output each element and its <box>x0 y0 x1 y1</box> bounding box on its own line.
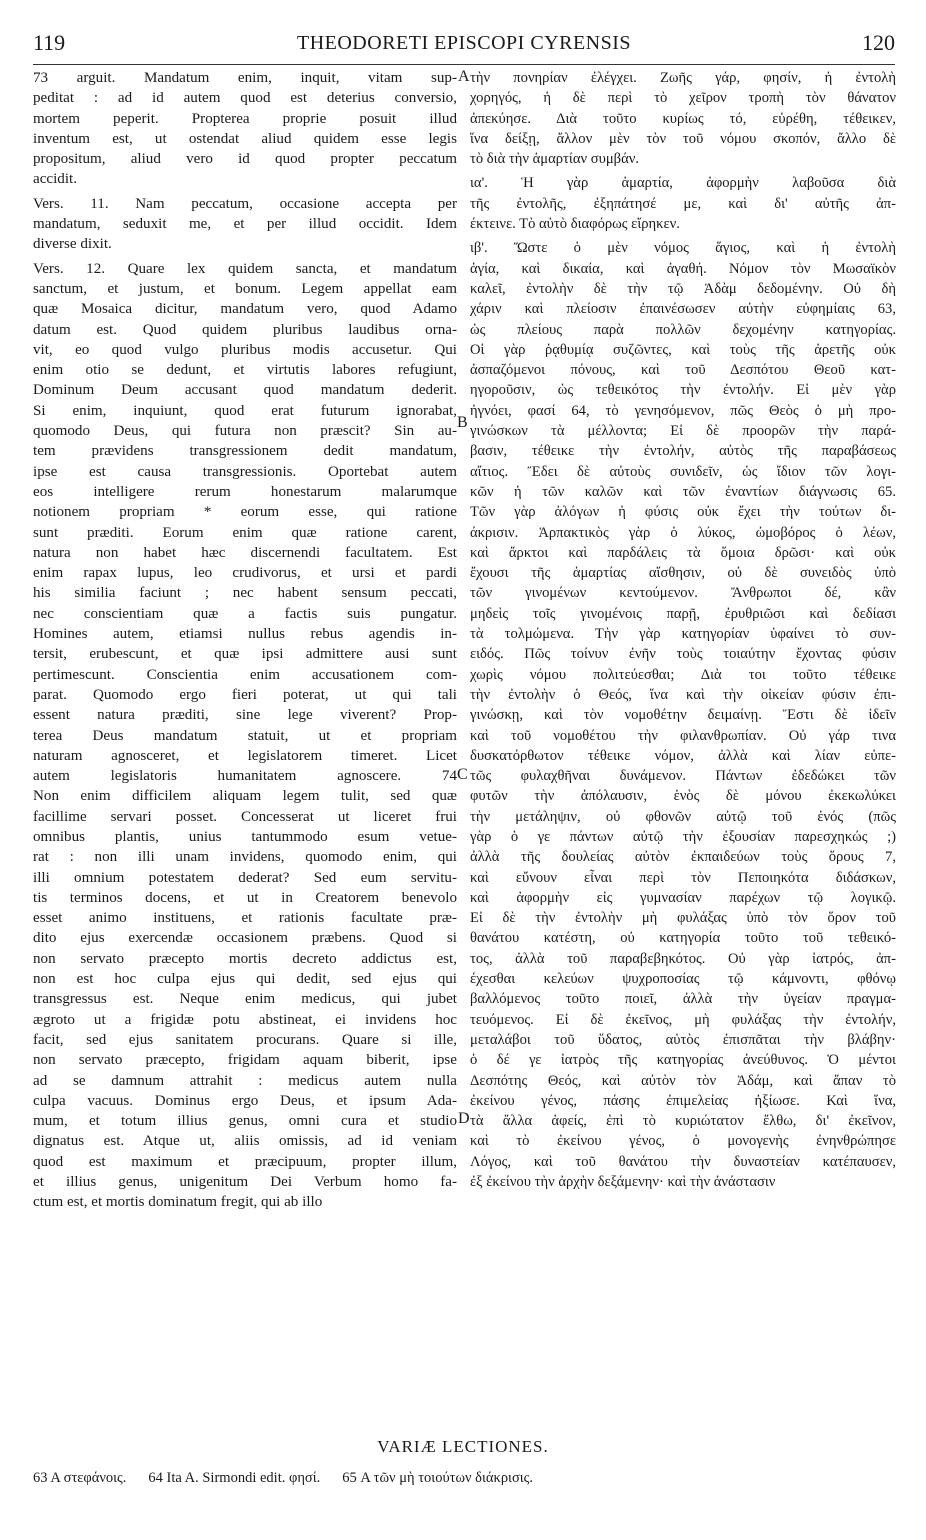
greek-line: ἵνα δείξῃ, ἄλλον μὲν τὸν τοῦ νόμου σκοπόν, ἄλλο δὲ <box>470 130 896 147</box>
latin-line: vit, eo quod vulgo pluribus modis accusetur. Qui <box>33 341 457 358</box>
greek-line: ἀλλὰ τῆς δουλείας αὐτὸν ἐκπαιδεύων τοὺς ὅρους 7, <box>470 849 896 866</box>
latin-line: terea Deus mandatum statuit, ut et propriam <box>33 727 457 744</box>
latin-line: illi omnium potestatem dederat? Sed eum servitu- <box>33 869 457 886</box>
latin-line: Dominum Deum accusant quod mandatum dederit. <box>33 382 457 399</box>
latin-line: ipse est causa transgressionis. Oportebat autem <box>33 463 457 480</box>
greek-line: τὴν μετάληψιν, οὐ φθονῶν αὐτῷ τοῦ ἑνός (πῶς <box>470 808 896 825</box>
latin-line: culpa vacuus. Dominus ergo Deus, et ipsum Ada- <box>33 1092 457 1109</box>
section-marker-b: B <box>457 414 468 431</box>
latin-line: notionem propriam * eorum esse, qui ratione <box>33 504 457 521</box>
latin-line: mortem peperit. Propterea proprie posuit illud <box>33 110 457 127</box>
latin-line: eos intelligere rerum honestarum malarumque <box>33 483 457 500</box>
footnotes <box>33 1470 893 1487</box>
greek-line: ἐξ ἐκείνου τὴν ἀρχὴν δεξάμενην· καὶ τὴν ἀνάστασιν <box>470 1174 776 1191</box>
section-marker-d: D <box>458 1110 470 1127</box>
greek-line: τὴν ἐντολὴν ὁ Θεός, ἵνα καὶ τὴν οἰκείαν φύσιν ἐπι- <box>470 686 896 703</box>
latin-line: sanctum, et justum, et bonum. Legem appellat eam <box>33 280 457 297</box>
page-number-right: 120 <box>862 30 895 55</box>
greek-line: αἴτιος. Ἔδει δὲ αὐτοὺς συνιδεῖν, ὡς ἴδιον τῶν λογι- <box>470 463 896 480</box>
greek-line: φυτῶν τὴν ἀπόλαυσιν, ἑνὸς δὲ μόνου ἐκεκωλύκει <box>470 788 896 805</box>
latin-line: transgressus est. Neque enim medicus, qui jubet <box>33 991 457 1008</box>
greek-line: τὴν πονηρίαν ἐλέγχει. Ζωῆς γάρ, φησίν, ἡ ἐντολὴ <box>470 70 896 86</box>
greek-line: ἠγνόει, φασί 64, τὸ γενησόμενον, πῶς Θεὸς ὁ μὴ προ- <box>470 402 896 419</box>
latin-line: quod est maximum et præcipuum, propter illum, <box>33 1153 457 1170</box>
latin-line: diverse dixit. <box>33 236 112 253</box>
latin-line: quomodo Deus, qui futura non præscit? Sin au- <box>33 423 457 440</box>
greek-line: ια'. Ἡ γὰρ ἁμαρτία, ἀφορμὴν λαβοῦσα διὰ <box>470 175 896 192</box>
latin-line: accidit. <box>33 171 77 188</box>
latin-line: Vers. 12. Quare lex quidem sancta, et mandatum <box>33 260 457 277</box>
latin-line: his similia faciunt ; nec habent sensum peccati, <box>33 585 457 602</box>
latin-line: ad se damnum attrahit : medicus autem nulla <box>33 1072 457 1089</box>
greek-line: Δεσπότης Θεός, καὶ αὐτὸν τὸν Ἀδάμ, καὶ ἅπαν τὸ <box>470 1072 896 1089</box>
greek-line: τος, ἀλλὰ τοῦ παραβεβηκότος. Οὐ γὰρ ἰατρός, ἀπ- <box>470 950 896 967</box>
greek-line: μηδεὶς τοῖς γινομένοις παρῇ, ἐρυθριῶσι καὶ δεδίασι <box>470 605 896 622</box>
greek-line: τῶς φυλαχθῆναι δυνάμενον. Πάντων ἐδεδώκει τῶν <box>470 768 896 785</box>
latin-line: facillime servari posset. Concesserat ut liceret frui <box>33 808 457 825</box>
greek-line: καὶ εὔνουν εἶναι περὶ τὸν Πεποιηκότα διδάσκων, <box>470 869 896 886</box>
greek-line: Λόγος, καὶ τοῦ θανάτου τὴν δυναστείαν κατέπαυσεν, <box>470 1153 896 1170</box>
greek-line: ἐκείνου γένος, πάσης ἐπιμελείας ἠξίωσε. Καὶ ἵνα, <box>470 1092 896 1109</box>
greek-line: έκτεινε. Τὸ αὐτὸ διαφόρως εἴρηκεν. <box>470 216 680 233</box>
greek-line: ἀσπαζόμενοι πόνους, καὶ τοῦ Δεσπότου Θεοῦ κατ- <box>470 362 896 379</box>
latin-line: pertimescunt. Conscientia enim accusationem com- <box>33 666 457 683</box>
greek-line: τὸ διὰ τὴν ἁμαρτίαν συμβάν. <box>470 151 639 168</box>
greek-line: ειδός. Πῶς τοίνυν ἐνῆν τοὺς τοιαύτην ἔχοντας φύσιν <box>470 646 896 663</box>
greek-line: ὡς πλείους παρὰ πολλῶν δεχομένην κατηγορίας. <box>470 321 896 338</box>
section-marker-a: A <box>458 68 470 85</box>
footnote: 65 A τῶν μὴ τοιούτων διάκρισις. <box>342 1470 534 1486</box>
latin-line: quæ Mosaica dicitur, mandatum vero, quod Adamo <box>33 301 457 318</box>
latin-line: dignatus est. Atque ut, aliis omissis, ad id veniam <box>33 1133 457 1150</box>
greek-line: Εἰ δὲ τὴν ἐντολὴν μὴ φυλάξας ὑπὸ τὸν ὅρον τοῦ <box>470 910 896 927</box>
greek-line: τὰ ἄλλα ἀφείς, ἐπὶ τὸ κυριώτατον ἔλθω, δι' ἐκεῖνον, <box>470 1113 896 1130</box>
latin-line: enim rapax lupus, leo crudivorus, et ursi et pardi <box>33 565 457 582</box>
latin-line: ægroto ut a frigidæ potu abstineat, ei invidens hoc <box>33 1011 457 1028</box>
greek-line: τὰ τολμώμενα. Τὴν γὰρ κατηγορίαν ὑφαίνει τὸ συν- <box>470 626 896 643</box>
greek-line: ἀπεκύησε. Διὰ τοῦτο κυρίως τό, εὑρέθη, τέθεικεν, <box>470 110 896 127</box>
greek-line: έχεσθαι κελεύων ψυχροποσίας τῷ κάμνοντι, φθόνῳ <box>470 971 896 988</box>
greek-line: καὶ τοῦ νομοθέτου τὴν φιλανθρωπίαν. Οὐ γάρ τινα <box>470 727 896 744</box>
latin-line: et illius genus, unigenitum Dei Verbum homo fa- <box>33 1174 457 1191</box>
greek-line: Τῶν γὰρ ἀλόγων ἡ φύσις οὐκ ἔχει τὴν τούτων δι- <box>470 504 896 521</box>
latin-line: datum est. Quod quidem pluribus laudibus orna- <box>33 321 457 338</box>
latin-line: tem prævidens transgressionem dedit mandatum, <box>33 443 457 460</box>
latin-line: esset animo instituens, et rationis facultate præ- <box>33 910 457 927</box>
latin-line: dito ejus exercendæ occasionem præbens. Quod si <box>33 930 457 947</box>
latin-line: 73 arguit. Mandatum enim, inquit, vitam sup- <box>33 70 457 86</box>
greek-line: βασιν, τέθεικε τὴν ἐντολήν, αὐτὸς τῆς παραβάσεως <box>470 443 896 460</box>
greek-line: καὶ ἄρκτοι καὶ παρδάλεις τὰ ὅμοια δρῶσι· καὶ οὐκ <box>470 544 896 561</box>
footnote: 64 Ita A. Sirmondi edit. φησί. <box>148 1470 321 1486</box>
latin-line: sunt præditi. Eorum enim quæ ratione carent, <box>33 524 457 541</box>
variae-lectiones-heading: VARIÆ LECTIONES. <box>377 1437 549 1456</box>
greek-line: ηγοροῦσιν, ὡς τεθεικότος τὴν ἐντολήν. Εἰ μὲν γὰρ <box>470 382 896 399</box>
latin-line: mandatum, seduxit me, et per illud occidit. Idem <box>33 216 457 233</box>
latin-line: rat : non illi unam invidens, quomodo enim, qui <box>33 849 457 866</box>
latin-line: Vers. 11. Nam peccatum, occasione accepta per <box>33 195 457 212</box>
greek-line: χορηγός, ἡ δὲ περὶ τὸ χεῖρον τροπὴ τὸν θάνατον <box>470 90 896 107</box>
greek-line: γὰρ ὁ γε πάντων αὐτῷ τὴν ἐξουσίαν παρεσχηκώς ;) <box>470 828 896 845</box>
greek-line: χωρὶς νόμου πολιτεύεσθαι; Διὰ τοι τοῦτο τέθεικε <box>470 666 896 683</box>
greek-line: καὶ ἀφορμὴν εἰς γυμνασίαν παρέχων τῷ λογικῷ. <box>470 889 896 906</box>
latin-line: non servato præcepto, frigidam aquam biberit, ipse <box>33 1052 457 1069</box>
greek-line: ιβ'. Ὥστε ὁ μὲν νόμος ἅγιος, καὶ ἡ ἐντολὴ <box>470 240 896 257</box>
greek-line: Οἱ γὰρ ῥᾳθυμίᾳ συζῶντες, καὶ τοὺς τῆς ἀρετῆς οὐκ <box>470 341 896 358</box>
greek-line: τῶν γινομένων κεντούμενον. Ἄνθρωποι δέ, κἂν <box>470 585 896 602</box>
greek-line: καλεῖ, ἐντολὴν δὲ τὴν τῷ Ἀδὰμ δεδομένην. Οὐ δὴ <box>470 280 896 297</box>
greek-line: ἁγία, καὶ δικαία, καὶ ἀγαθή. Νόμον τὸν Μωσαϊκὸν <box>470 260 896 277</box>
greek-line: τῆς ἐντολῆς, ἐξηπάτησέ με, καὶ δι' αὐτῆς ἀπ- <box>470 195 896 212</box>
running-title: THEODORETI EPISCOPI CYRENSIS <box>296 32 632 54</box>
greek-line: καὶ τὸ ἐκείνου γένος, ὁ μονογενὴς ἐνηνθρώπησε <box>470 1133 896 1150</box>
latin-line: enim otio se dedunt, et virtutis labores refugiunt, <box>33 362 457 379</box>
footnote: 63 A στεφάνοις. <box>33 1470 127 1486</box>
latin-line: inventum est, ut ostendat aliud quidem esse legis <box>33 130 457 147</box>
greek-line: δυσκατόρθωτον τέθεικε νόμον, ἀλλὰ καὶ λίαν εὐπε- <box>470 747 896 764</box>
latin-line: Non enim difficilem aliquam legem tulit, sed quæ <box>33 788 457 805</box>
latin-line: ctum est, et mortis dominatum fregit, qui ab illo <box>33 1194 323 1211</box>
latin-line: peditat : ad id autem quod est deterius conversio, <box>33 90 457 107</box>
latin-line: omnibus plantis, unius tantummodo esum vetue- <box>33 828 457 845</box>
greek-line: γινώσκῃ, καὶ τὸν νομοθέτην δειμαίνῃ. Ἔστι δὲ ἰδεῖν <box>470 707 896 724</box>
latin-line: natura non habet hæc discernendi facultatem. Est <box>33 544 457 561</box>
running-header <box>33 30 895 65</box>
latin-line: parat. Quomodo ergo fieri poterat, ut qui tali <box>33 686 457 703</box>
page-number-left: 119 <box>33 30 66 55</box>
latin-line: naturam agnosceret, et legislatorem timeret. Licet <box>33 747 457 764</box>
greek-line: άκρισιν. Ἁρπακτικὸς γὰρ ὁ λύκος, ὠμοβόρος ὁ λέων, <box>470 524 896 541</box>
greek-line: γινώσκων τὰ μέλλοντα; Εἰ δὲ προορῶν τὴν παρά- <box>470 423 896 440</box>
section-marker-c: C <box>457 766 468 783</box>
greek-line: ἔχουσι τῆς ἁμαρτίας αἴσθησιν, οὐ δὲ συνειδὸς ὑπὸ <box>470 565 896 582</box>
latin-line: nec conscientiam quæ a factis suis pungatur. <box>33 605 457 622</box>
latin-line: essent natura præditi, sine lege viverent? Prop- <box>33 707 457 724</box>
greek-column <box>470 68 896 1192</box>
latin-line: tersit, erubescunt, et quæ ipsi admittere ausi sunt <box>33 646 457 663</box>
greek-line: βαλλόμενος τοῦτο ποιεῖ, ἀλλὰ τὴν ὑγείαν πραγμα- <box>470 991 896 1008</box>
greek-line: τευόμενος. Εἰ δὲ ἐκεῖνος, μὴ φυλάξας τὴν ἐντολήν, <box>470 1011 896 1028</box>
latin-line: propositum, aliud vero id quod propter peccatum <box>33 151 457 168</box>
greek-line: μεταλάβοι τοῦ ὕδατος, αὐτὸς ἐπισπᾶται τὴν βλάβην· <box>470 1031 896 1048</box>
latin-line: non servato præcepto mortis decreto addictus est, <box>33 950 457 967</box>
latin-line: non est hoc culpa ejus qui dedit, sed ejus qui <box>33 971 457 988</box>
latin-line: Si enim, inquiunt, quod erat futurum ignorabat, <box>33 402 457 419</box>
latin-line: Homines autem, etiamsi nullus rebus agendis in- <box>33 626 457 643</box>
greek-line: θανάτου κατέστη, οὐ κατηγορία τοῦτο τοῦ τεθεικό- <box>470 930 896 947</box>
latin-line: tis terminos docens, et ut in Creatorem benevolo <box>33 889 457 906</box>
latin-line: facit, sed ejus sanitatem procurans. Quare si ille, <box>33 1031 457 1048</box>
latin-column <box>33 68 457 1213</box>
greek-line: κῶν ἡ τῶν καλῶν καὶ τῶν ἐναντίων διάγνωσις 65. <box>470 483 896 500</box>
latin-line: mum, et totum illius genus, omni cura et studio <box>33 1113 457 1130</box>
greek-line: ὁ δέ γε ἰατρὸς τῆς κατηγορίας ἀνεύθυνος. Ὁ μέντοι <box>470 1052 896 1069</box>
greek-line: χάριν καὶ πλείοσιν ἐπαινέσωσεν αὐτὴν εὐφημίαις 63, <box>470 301 896 318</box>
latin-line: autem legislatoris humanitatem agnoscere. 74 <box>33 768 457 785</box>
